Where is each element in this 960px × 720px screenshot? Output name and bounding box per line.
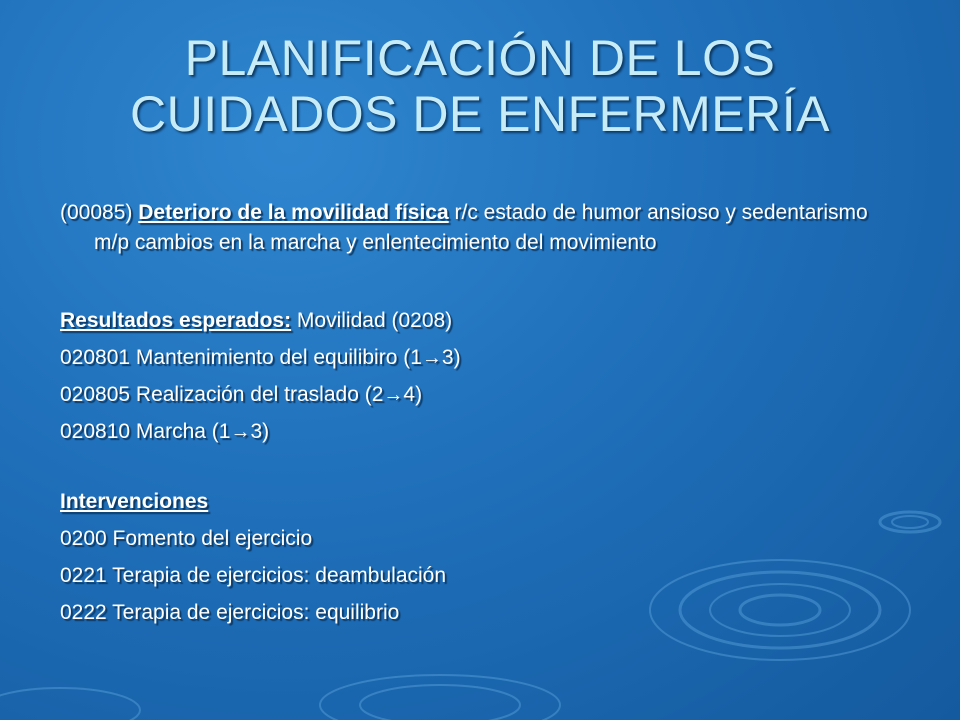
interventions-heading [60,487,900,517]
title-line-2: CUIDADOS DE ENFERMERÍA [130,86,830,142]
right-arrow-icon: → [383,384,404,406]
result-target: 3) [250,420,270,443]
interventions-heading-text: Intervenciones [60,490,209,513]
result-item-3 [60,417,900,447]
right-arrow-icon: → [421,347,442,369]
results-line [60,306,900,336]
result-item-1 [60,343,900,373]
slide-title [0,30,960,142]
diagnosis-label: Deterioro de la movilidad física [138,201,449,224]
results-outcome: Movilidad (0208) [296,309,453,332]
diagnosis-text: r/c estado de humor ansioso y sedentarismo m/p cambios en la marcha y enlentecimiento del movimiento [94,201,868,254]
slide-body [60,198,900,628]
result-text: 020810 Marcha (1 [60,420,231,443]
results-heading: Resultados esperados: [60,309,292,332]
result-target: 3) [441,346,461,369]
result-target: 4) [403,383,423,406]
diagnosis-code: (00085) [60,201,133,224]
intervention-item-3: 0222 Terapia de ejercicios: equilibrio [60,601,400,624]
diagnosis-paragraph [60,198,900,258]
result-text: 020801 Mantenimiento del equilibiro (1 [60,346,422,369]
intervention-item-1: 0200 Fomento del ejercicio [60,527,313,550]
title-line-1: PLANIFICACIÓN DE LOS [184,30,776,86]
result-item-2 [60,380,900,410]
right-arrow-icon: → [230,421,251,443]
result-text: 020805 Realización del traslado (2 [60,383,384,406]
intervention-item-2: 0221 Terapia de ejercicios: deambulación [60,564,447,587]
